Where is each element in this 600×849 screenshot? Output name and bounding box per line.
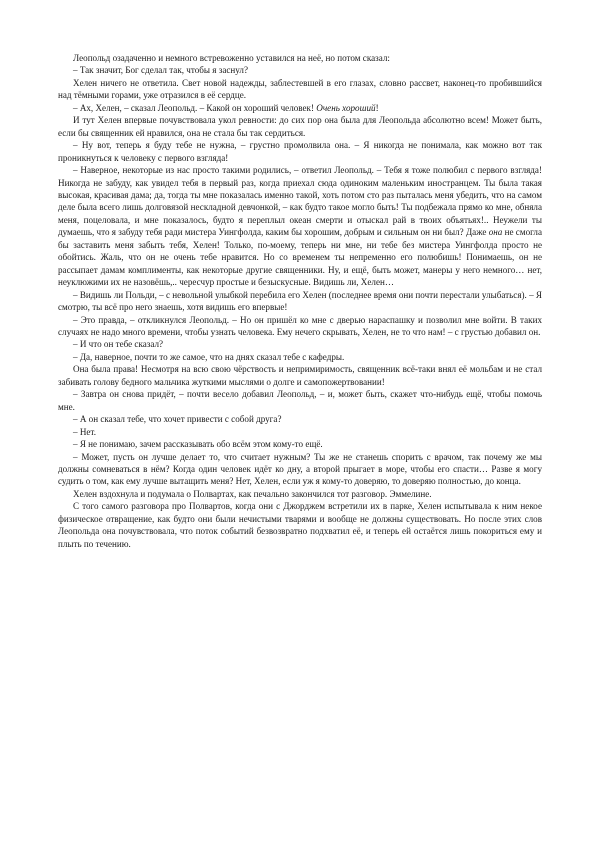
emphasis-text: она [488, 227, 503, 238]
paragraph: – Это правда, – откликнулся Леопольд. – Но он пришёл ко мне с дверью нараспашку и позволил мне войти. В таких случаях не надо много времени, чтобы узнать человека. Ему нечего скрывать, Хелен, не то что нам! – с грустью добавил он. [58, 314, 542, 337]
paragraph: – Ну вот, теперь я буду тебе не нужна, – грустно промолвила она. – Я никогда не понимала, как можно вот так проникнуться к человеку с первого взгляда! [58, 140, 542, 163]
paragraph: – Я не понимаю, зачем рассказывать обо всём этом кому-то ещё. [73, 439, 323, 450]
paragraph: С того самого разговора про Полвартов, когда они с Джорджем встретили их в парке, Хелен испытывала к ним некое физическое отвращение, как будто они были нечистыми тварями и вообще не должны существовать. Но после этих слов Леопольда она почувствовала, что поток событий безвозвратно подхватил её, и теперь ей остаётся лишь покориться ему и плыть по течению. [58, 501, 542, 549]
paragraph: – Наверное, некоторые из нас просто такими родились, – ответил Леопольд. – Тебя я тоже полюбил с первого взгляда! Никогда не забуду, как увидел тебя в первый раз, когда приехал сюда одиноким маленьким иностранцем. Ты была такая высокая, красивая дама; да, тогда ты мне показалась именно такой, хоть потом сто раз пыталась меня убедить, что на самом деле была всего лишь долговязой нескладной девчонкой, – как будто такое могло быть! Ты подбежала прямо ко мне, обняла меня, поцеловала, и мне показалось, будто я переплыл океан смерти и отыскал рай в твоих объятьях!.. Неужели ты думаешь, что я забуду тебя ради мистера Уингфолда, каким бы хорошим, добрым и сильным он ни был? Даже она не смогла бы заставить меня забыть тебя, Хелен! Только, по-моему, теперь ни мне, ни тебе без мистера Уингфолда просто не обойтись. Жаль, что он не очень тебе нравится. Но со временем ты непременно его полюбишь! Понимаешь, он не рассыпает дамам комплименты, как некоторые другие священники. Ну, и ещё, быть может, манеры у него немного… нет, неуклюжими их не назовёшь,.. чересчур простые и безыскусные. Видишь ли, Хелен… [58, 165, 542, 288]
paragraph: Она была права! Несмотря на всю свою чёрствость и непримиримость, священник всё-таки внял её мольбам и не стал забивать голову бедного мальчика жуткими мыслями о долге и самопожертвовании! [58, 364, 542, 387]
paragraph: – Так значит, Бог сделал так, чтобы я заснул? [73, 65, 249, 76]
paragraph: Хелен вздохнула и подумала о Полвартах, как печально закончился тот разговор. Эммелине. [73, 488, 432, 499]
paragraph: Леопольд озадаченно и немного встревоженно уставился на неё, но потом сказал: [73, 53, 390, 63]
page-body [58, 52, 542, 550]
paragraph: – Да, наверное, почти то же самое, что на днях сказал тебе с кафедры. [73, 351, 345, 362]
paragraph: – А он сказал тебе, что хочет привести с собой друга? [73, 414, 282, 425]
paragraph: – Видишь ли Польди, – с невольной улыбкой перебила его Хелен (последнее время они почти перестали улыбаться). – Я смотрю, ты всё про него знаешь, хотя видишь его впервые! [58, 289, 542, 313]
paragraph: – И что он тебе сказал? [73, 339, 164, 350]
paragraph: – Ах, Хелен, – сказал Леопольд. – Какой он хороший человек! Очень хороший! [73, 102, 379, 113]
paragraph: – Завтра он снова придёт, – почти весело добавил Леопольд, – и, может быть, скажет что-нибудь ещё, чтобы помочь мне. [58, 389, 542, 412]
paragraph: – Нет. [73, 426, 96, 437]
emphasis-text: Очень хороший [316, 102, 376, 113]
paragraph: – Может, пусть он лучше делает то, что считает нужным? Ты же не станешь спорить с врачом, так почему же мы должны сомневаться в нём? Когда один человек идёт ко дну, а второй прыгает в море, чтобы его спасти… Разве я могу судить о том, как ему лучше вытащить меня? Нет, Хелен, если уж я кому-то доверяю, то доверяю полностью, до конца. [58, 451, 542, 487]
paragraph: Хелен ничего не ответила. Свет новой надежды, заблестевшей в его глазах, словно рассвет, наконец-то пробившийся над тёмными горами, уже отразился в её сердце. [58, 77, 542, 101]
paragraph: И тут Хелен впервые почувствовала укол ревности: до сих пор она была для Леопольда абсолютно всем! Может быть, если бы священник ей нравился, она не стала бы так сердиться. [58, 115, 542, 138]
